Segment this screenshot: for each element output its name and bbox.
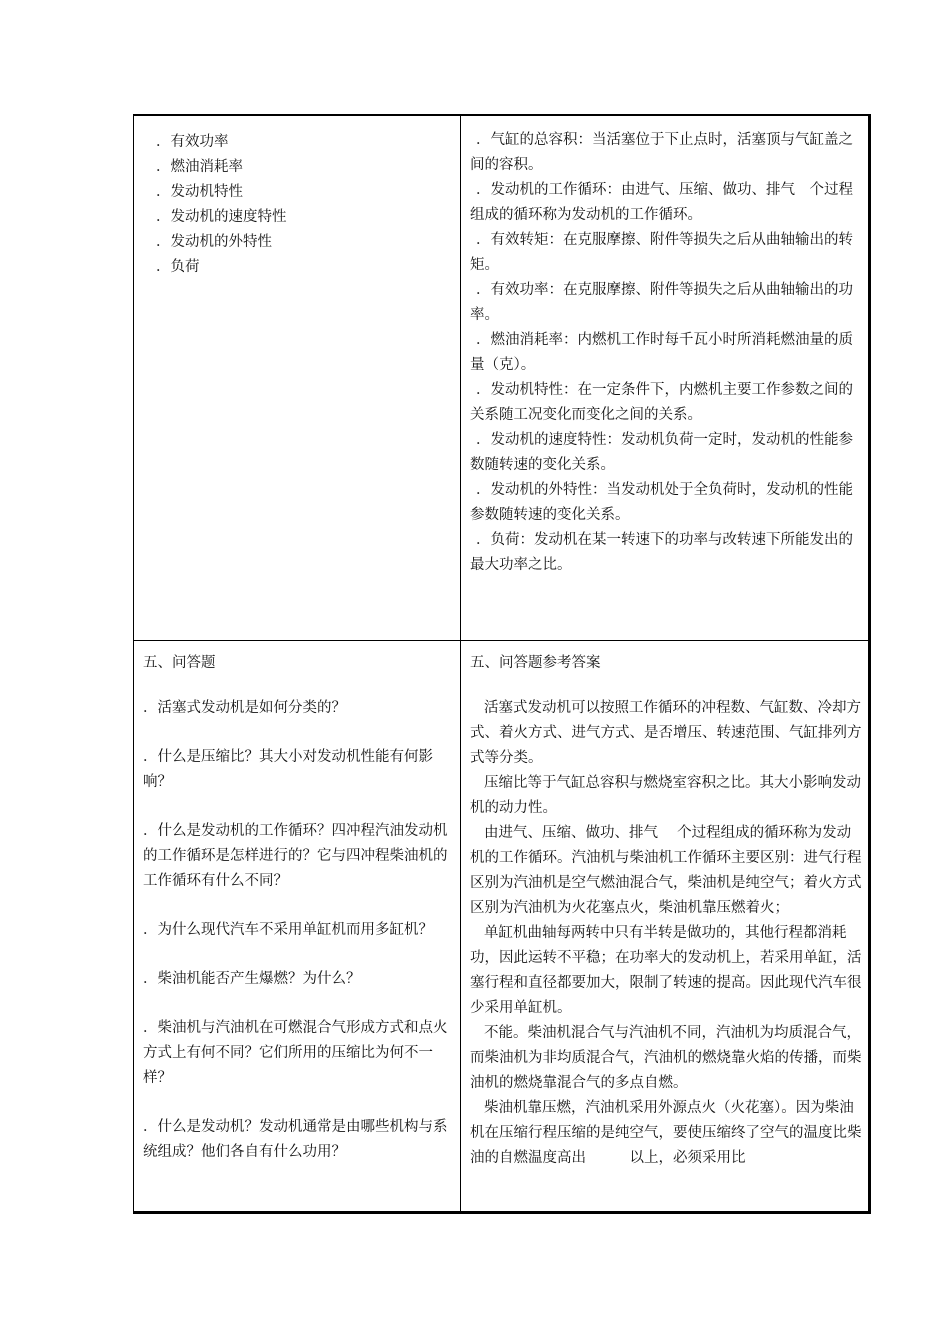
definition-item: ．发动机的工作循环：由进气、压缩、做功、排气 个过程组成的循环称为发动机的工作循环。 bbox=[470, 182, 853, 223]
term-item: ．发动机的速度特性 bbox=[156, 209, 287, 225]
question-item: ．为什么现代汽车不采用单缸机而用多缸机？ bbox=[143, 922, 433, 938]
definitions-list bbox=[461, 116, 868, 578]
definition-item: ．发动机特性：在一定条件下，内燃机主要工作参数之间的关系随工况变化而变化之间的关系。 bbox=[470, 382, 853, 423]
questions-title: 五、问答题 bbox=[143, 655, 216, 671]
definition-item: ．发动机的外特性：当发动机处于全负荷时，发动机的性能参数随转速的变化关系。 bbox=[470, 482, 853, 523]
answer-item: 由进气、压缩、做功、排气 个过程组成的循环称为发动机的工作循环。汽油机与柴油机工作循环主要区别：进气行程区别为汽油机是空气燃油混合气，柴油机是纯空气；着火方式区别为汽油机为火花塞点火，柴油机靠压燃着火； bbox=[470, 825, 862, 916]
definition-item: ．气缸的总容积：当活塞位于下止点时，活塞顶与气缸盖之间的容积。 bbox=[470, 132, 853, 173]
answers-list bbox=[461, 696, 868, 1171]
definition-item: ．燃油消耗率：内燃机工作时每千瓦小时所消耗燃油量的质量（克）。 bbox=[470, 332, 853, 373]
terms-row bbox=[134, 115, 870, 641]
term-item: ．发动机特性 bbox=[156, 184, 243, 200]
definition-item: ．有效功率：在克服摩擦、附件等损失之后从曲轴输出的功率。 bbox=[470, 282, 853, 323]
answer-item: 柴油机靠压燃，汽油机采用外源点火（火花塞）。因为柴油机在压缩行程压缩的是纯空气，要使压缩终了空气的温度比柴油的自燃温度高出 以上，必须采用比 bbox=[470, 1100, 862, 1166]
question-item: ．柴油机能否产生爆燃？为什么？ bbox=[143, 971, 361, 987]
qa-table bbox=[133, 114, 871, 1214]
answer-item: 活塞式发动机可以按照工作循环的冲程数、气缸数、冷却方式、着火方式、进气方式、是否增压、转速范围、气缸排列方式等分类。 bbox=[470, 700, 862, 766]
term-item: ．负荷 bbox=[156, 259, 200, 275]
qa-row bbox=[134, 641, 870, 1213]
term-list bbox=[134, 116, 460, 280]
question-item: ．柴油机与汽油机在可燃混合气形成方式和点火方式上有何不同？它们所用的压缩比为何不一样？ bbox=[143, 1020, 448, 1086]
term-item: ．发动机的外特性 bbox=[156, 234, 272, 250]
definition-item: ．有效转矩：在克服摩擦、附件等损失之后从曲轴输出的转矩。 bbox=[470, 232, 853, 273]
definition-item: ．发动机的速度特性：发动机负荷一定时，发动机的性能参数随转速的变化关系。 bbox=[470, 432, 853, 473]
question-item: ．什么是发动机？发动机通常是由哪些机构与系统组成？他们各自有什么功用？ bbox=[143, 1119, 448, 1160]
definitions-cell bbox=[461, 115, 870, 641]
answer-item: 不能。柴油机混合气与汽油机不同，汽油机为均质混合气，而柴油机为非均质混合气，汽油机的燃烧靠火焰的传播，而柴油机的燃烧靠混合气的多点自燃。 bbox=[470, 1025, 862, 1091]
term-item: ．燃油消耗率 bbox=[156, 159, 243, 175]
question-item: ．活塞式发动机是如何分类的？ bbox=[143, 700, 346, 716]
term-item: ．有效功率 bbox=[156, 134, 229, 150]
answer-item: 压缩比等于气缸总容积与燃烧室容积之比。其大小影响发动机的动力性。 bbox=[470, 775, 861, 816]
questions-cell bbox=[134, 641, 461, 1213]
answers-cell bbox=[461, 641, 870, 1213]
terms-cell bbox=[134, 115, 461, 641]
answer-item: 单缸机曲轴每两转中只有半转是做功的，其他行程都消耗功，因此运转不平稳；在功率大的发动机上，若采用单缸，活塞行程和直径都要加大，限制了转速的提高。因此现代汽车很少采用单缸机。 bbox=[470, 925, 862, 1016]
questions-list bbox=[134, 696, 460, 1165]
definition-item: ．负荷：发动机在某一转速下的功率与改转速下所能发出的最大功率之比。 bbox=[470, 532, 853, 573]
question-item: ．什么是发动机的工作循环？四冲程汽油发动机的工作循环是怎样进行的？它与四冲程柴油机的工作循环有什么不同？ bbox=[143, 823, 448, 889]
answers-title: 五、问答题参考答案 bbox=[470, 655, 601, 671]
question-item: ．什么是压缩比？其大小对发动机性能有何影响？ bbox=[143, 749, 433, 790]
